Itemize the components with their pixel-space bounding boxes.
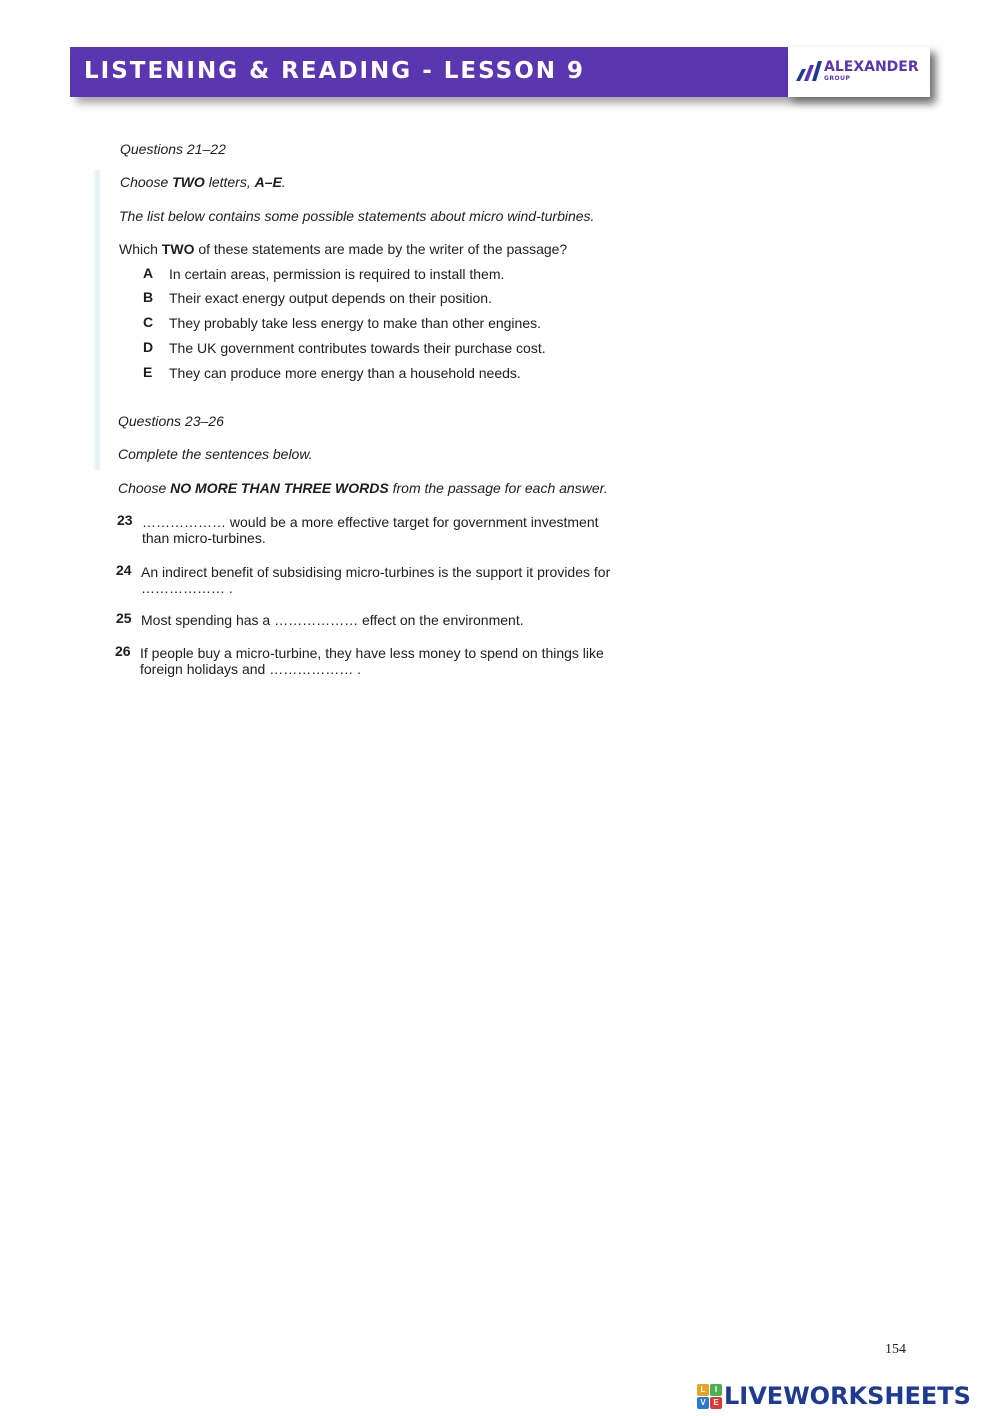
question-25-line1: Most spending has a ……………… effect on the environment.: [141, 612, 524, 628]
question-text: Which: [119, 241, 162, 257]
logo-block-e: E: [710, 1397, 722, 1409]
question-23-line2: than micro-turbines.: [142, 530, 266, 546]
section1-intro: The list below contains some possible statements about micro wind-turbines.: [119, 208, 595, 224]
option-a-letter: A: [143, 265, 154, 281]
liveworksheets-text: LIVEWORKSHEETS: [724, 1382, 971, 1410]
lesson-title: LISTENING & READING - LESSON 9: [84, 58, 586, 84]
question-24-number: 24: [116, 562, 132, 578]
option-b-text: Their exact energy output depends on their position.: [169, 290, 492, 306]
question-bold: TWO: [161, 241, 195, 257]
instruction-bold: A–E: [254, 174, 282, 190]
question-23-number: 23: [117, 512, 133, 528]
logo-name: ALEXANDER: [824, 59, 919, 75]
option-c-text: They probably take less energy to make than other engines.: [169, 315, 541, 331]
section2-heading: Questions 23–26: [118, 413, 224, 429]
logo-block-i: I: [710, 1384, 722, 1396]
instruction-text: letters,: [204, 174, 255, 190]
question-25-number: 25: [116, 610, 132, 626]
logo-block-l: L: [697, 1384, 709, 1396]
section1-question: [119, 241, 567, 257]
page-number: 154: [885, 1342, 906, 1357]
section2-instruction2: [118, 480, 608, 496]
scan-artifact: [93, 170, 102, 470]
instruction-bold: TWO: [172, 174, 205, 190]
instruction-text: .: [281, 174, 286, 190]
section1-instruction: [120, 174, 286, 190]
logo-block-v: V: [697, 1397, 709, 1409]
alexander-group-logo: [788, 47, 930, 97]
liveworksheets-logo-icon: [697, 1384, 723, 1410]
option-a-text: In certain areas, permission is required to install them.: [169, 266, 505, 282]
question-24-line1: An indirect benefit of subsidising micro-turbines is the support it provides for: [141, 564, 611, 580]
instruction-text: Choose: [120, 174, 173, 190]
question-23-line1: ……………… would be a more effective target for government investment: [142, 514, 599, 530]
section2-instruction1: Complete the sentences below.: [118, 446, 313, 462]
question-text: of these statements are made by the writer of the passage?: [194, 241, 568, 257]
instruction-text: from the passage for each answer.: [388, 480, 608, 496]
instruction-bold: NO MORE THAN THREE WORDS: [170, 480, 389, 496]
option-b-letter: B: [143, 289, 154, 305]
section1-heading: Questions 21–22: [120, 141, 226, 157]
question-26-line2: foreign holidays and ……………… .: [140, 661, 361, 677]
question-24-line2: ……………… .: [141, 580, 233, 596]
option-e-letter: E: [143, 364, 153, 380]
option-c-letter: C: [143, 314, 154, 330]
lesson-header-banner: [70, 47, 930, 97]
logo-subtitle: GROUP: [824, 75, 851, 82]
option-d-text: The UK government contributes towards their purchase cost.: [169, 340, 546, 356]
question-26-line1: If people buy a micro-turbine, they have less money to spend on things like: [140, 645, 604, 661]
instruction-text: Choose: [118, 480, 171, 496]
option-d-letter: D: [143, 339, 154, 355]
logo-bars-icon: [796, 61, 822, 81]
option-e-text: They can produce more energy than a household needs.: [169, 365, 521, 381]
question-26-number: 26: [115, 643, 131, 659]
